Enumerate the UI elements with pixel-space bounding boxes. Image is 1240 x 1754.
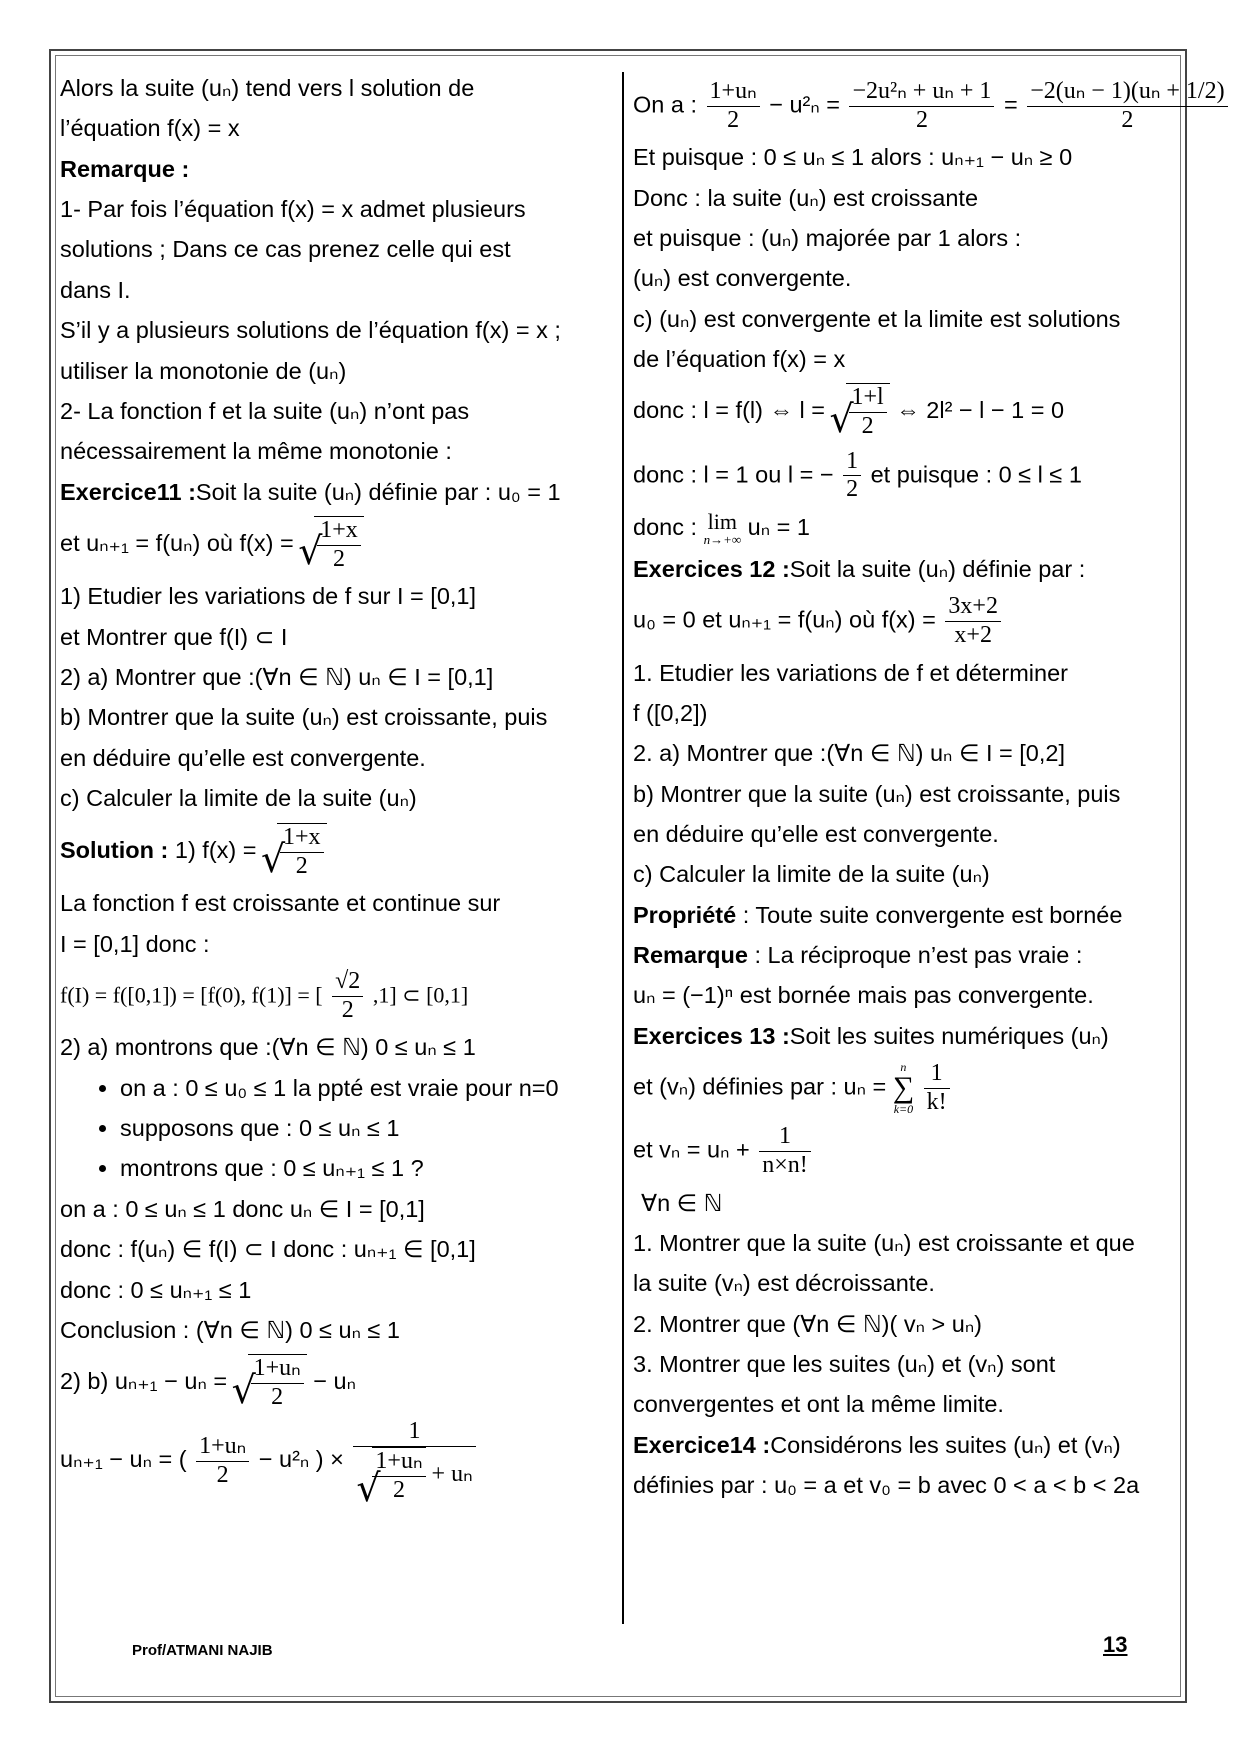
text-line: dans I. (60, 276, 131, 303)
solution-heading: Solution : 1) f(x) = √ $\frac{1+x}{2}$ (60, 823, 608, 880)
list-item: • montrons que : 0 ≤ uₙ₊₁ ≤ 1 ? (120, 1152, 608, 1185)
remarque-heading: Remarque : (60, 155, 190, 182)
solution-line: donc : 0 ≤ uₙ₊₁ ≤ 1 (60, 1276, 252, 1303)
text-line: 2- La fonction f et la suite (uₙ) n’ont pas (60, 397, 470, 424)
solution-line: c) (uₙ) est convergente et la limite est solutions (633, 305, 1121, 332)
question-line: et Montrer que f(I) ⊂ I (60, 623, 288, 650)
exercise-13-title: Exercices 13 :Soit les suites numériques (uₙ) (633, 1022, 1109, 1049)
text-line: 1- Par fois l’équation f(x) = x admet plusieurs (60, 196, 526, 223)
page-number: 13 (1103, 1632, 1128, 1657)
solution-line: La fonction f est croissante et continue sur (60, 890, 501, 917)
solution-equation: donc : l = f(l) ⇔ l = √ $\frac{1+l}{2}$ ⇔ 2l² − l − 1 = 0 (633, 383, 1173, 440)
question-line: 1) Etudier les variations de f sur I = [0,1] (60, 583, 477, 610)
solution-line: Donc : la suite (uₙ) est croissante (633, 184, 979, 211)
question-line: 2. a) Montrer que :(∀n ∈ ℕ) uₙ ∈ I = [0,2] (633, 740, 1065, 767)
solution-equation: On a : $\frac{\text{1+uₙ}}{2}$ − u²ₙ = $\frac{\text{−2u²ₙ + uₙ + 1}}{2}$ = $\frac{\text{−2(uₙ − 1)(uₙ + 1/2)}}{2}$ (633, 78, 1173, 134)
solution-line: donc : f(uₙ) ∈ f(I) ⊂ I donc : uₙ₊₁ ∈ [0,1] (60, 1236, 476, 1263)
question-line: 3. Montrer que les suites (uₙ) et (vₙ) sont (633, 1350, 1056, 1377)
question-line: 2) a) Montrer que :(∀n ∈ ℕ) uₙ ∈ I = [0,1] (60, 663, 494, 690)
text-line: utiliser la monotonie de (uₙ) (60, 357, 347, 384)
text-line: solutions ; Dans ce cas prenez celle qui est (60, 236, 511, 263)
forall-line: ∀n ∈ ℕ (641, 1189, 723, 1216)
solution-line: on a : 0 ≤ uₙ ≤ 1 donc uₙ ∈ I = [0,1] (60, 1195, 425, 1222)
question-line: convergentes et ont la même limite. (633, 1391, 1004, 1418)
question-line: 1. Etudier les variations de f et déterminer (633, 659, 1068, 686)
solution-line: Et puisque : 0 ≤ uₙ ≤ 1 alors : uₙ₊₁ − uₙ ≥ 0 (633, 144, 1073, 171)
question-line: en déduire qu’elle est convergente. (633, 821, 999, 847)
question-line: b) Montrer que la suite (uₙ) est croissante, puis (633, 780, 1121, 807)
question-line: 2. Montrer que (∀n ∈ ℕ)( vₙ > uₙ) (633, 1310, 983, 1337)
exercise-12-title: Exercices 12 :Soit la suite (uₙ) définie par : (633, 556, 1086, 583)
exercise-11-title: Exercice11 :Soit la suite (uₙ) définie par : u₀ = 1 (60, 478, 561, 505)
right-column (633, 72, 1225, 1509)
remark-line: Remarque : La réciproque n’est pas vraie : (633, 942, 1083, 969)
induction-steps (60, 1072, 608, 1186)
question-line: en déduire qu’elle est convergente. (60, 744, 426, 771)
solution-equation: donc : l = 1 ou l = − $\frac{1}{2}$ et puisque : 0 ≤ l ≤ 1 (633, 447, 1082, 503)
left-column (60, 72, 608, 1511)
solution-line: (uₙ) est convergente. (633, 265, 852, 292)
exercise-12-definition: u₀ = 0 et uₙ₊₁ = f(uₙ) où f(x) = $\frac{3x+2}{x+2}$ (633, 593, 1173, 649)
solution-equation: f(I) = f([0,1]) = [f(0), f(1)] = [ $\frac{√2}{2}$ ,1] ⊂ [0,1] (60, 968, 469, 1023)
solution-equation: 2) b) uₙ₊₁ − uₙ = √ $\frac{\text{1+uₙ}}{2}$ − uₙ (60, 1354, 608, 1411)
solution-line: et puisque : (uₙ) majorée par 1 alors : (633, 224, 1022, 251)
question-line: f ([0,2]) (633, 699, 708, 726)
question-line: b) Montrer que la suite (uₙ) est croissante, puis (60, 704, 548, 731)
solution-line: 2) a) montrons que :(∀n ∈ ℕ) 0 ≤ uₙ ≤ 1 (60, 1034, 476, 1061)
question-line: c) Calculer la limite de la suite (uₙ) (60, 784, 417, 811)
footer-author: Prof/ATMANI NAJIB (132, 1642, 273, 1659)
exercise-14-definition: définies par : u₀ = a et v₀ = b avec 0 < a < b < 2a (633, 1472, 1140, 1499)
question-line: 1. Montrer que la suite (uₙ) est croissante et que (633, 1229, 1135, 1256)
question-line: la suite (vₙ) est décroissante. (633, 1270, 935, 1297)
list-item: • on a : 0 ≤ u₀ ≤ 1 la ppté est vraie pour n=0 (120, 1072, 608, 1105)
question-line: c) Calculer la limite de la suite (uₙ) (633, 861, 990, 888)
property-line: Propriété : Toute suite convergente est bornée (633, 901, 1123, 928)
text-line: Alors la suite (uₙ) tend vers l solution de (60, 75, 475, 101)
solution-line: de l’équation f(x) = x (633, 345, 846, 372)
text-line: S’il y a plusieurs solutions de l’équation f(x) = x ; (60, 317, 561, 344)
text-line: l’équation f(x) = x (60, 115, 240, 142)
exercise-14-title: Exercice14 :Considérons les suites (uₙ) et (vₙ) (633, 1431, 1121, 1458)
remark-line: uₙ = (−1)ⁿ est bornée mais pas convergente. (633, 982, 1094, 1009)
text-line: nécessairement la même monotonie : (60, 438, 452, 465)
exercise-13-definition: et (vₙ) définies par : uₙ = n ∑ k=0 $\frac{1}{k!}$ (633, 1060, 1173, 1116)
exercise-13-definition: et vₙ = uₙ + $\frac{1}{n\times n!}$ (633, 1123, 1173, 1179)
solution-equation: uₙ₊₁ − uₙ = ( $\frac{\text{1+uₙ}}{2}$ − u²ₙ ) × 1 √ $\frac{\text{1+uₙ}}{2}$ + uₙ (60, 1418, 608, 1504)
limit-result: donc : lim n→+∞ uₙ = 1 (633, 509, 810, 548)
solution-line: Conclusion : (∀n ∈ ℕ) 0 ≤ uₙ ≤ 1 (60, 1316, 401, 1343)
column-divider (622, 72, 624, 1624)
exercise-11-definition: et uₙ₊₁ = f(uₙ) où f(x) = √ $\frac{1+x}{2}$ (60, 516, 608, 573)
solution-line: I = [0,1] donc : (60, 930, 210, 957)
list-item: • supposons que : 0 ≤ uₙ ≤ 1 (120, 1112, 608, 1145)
